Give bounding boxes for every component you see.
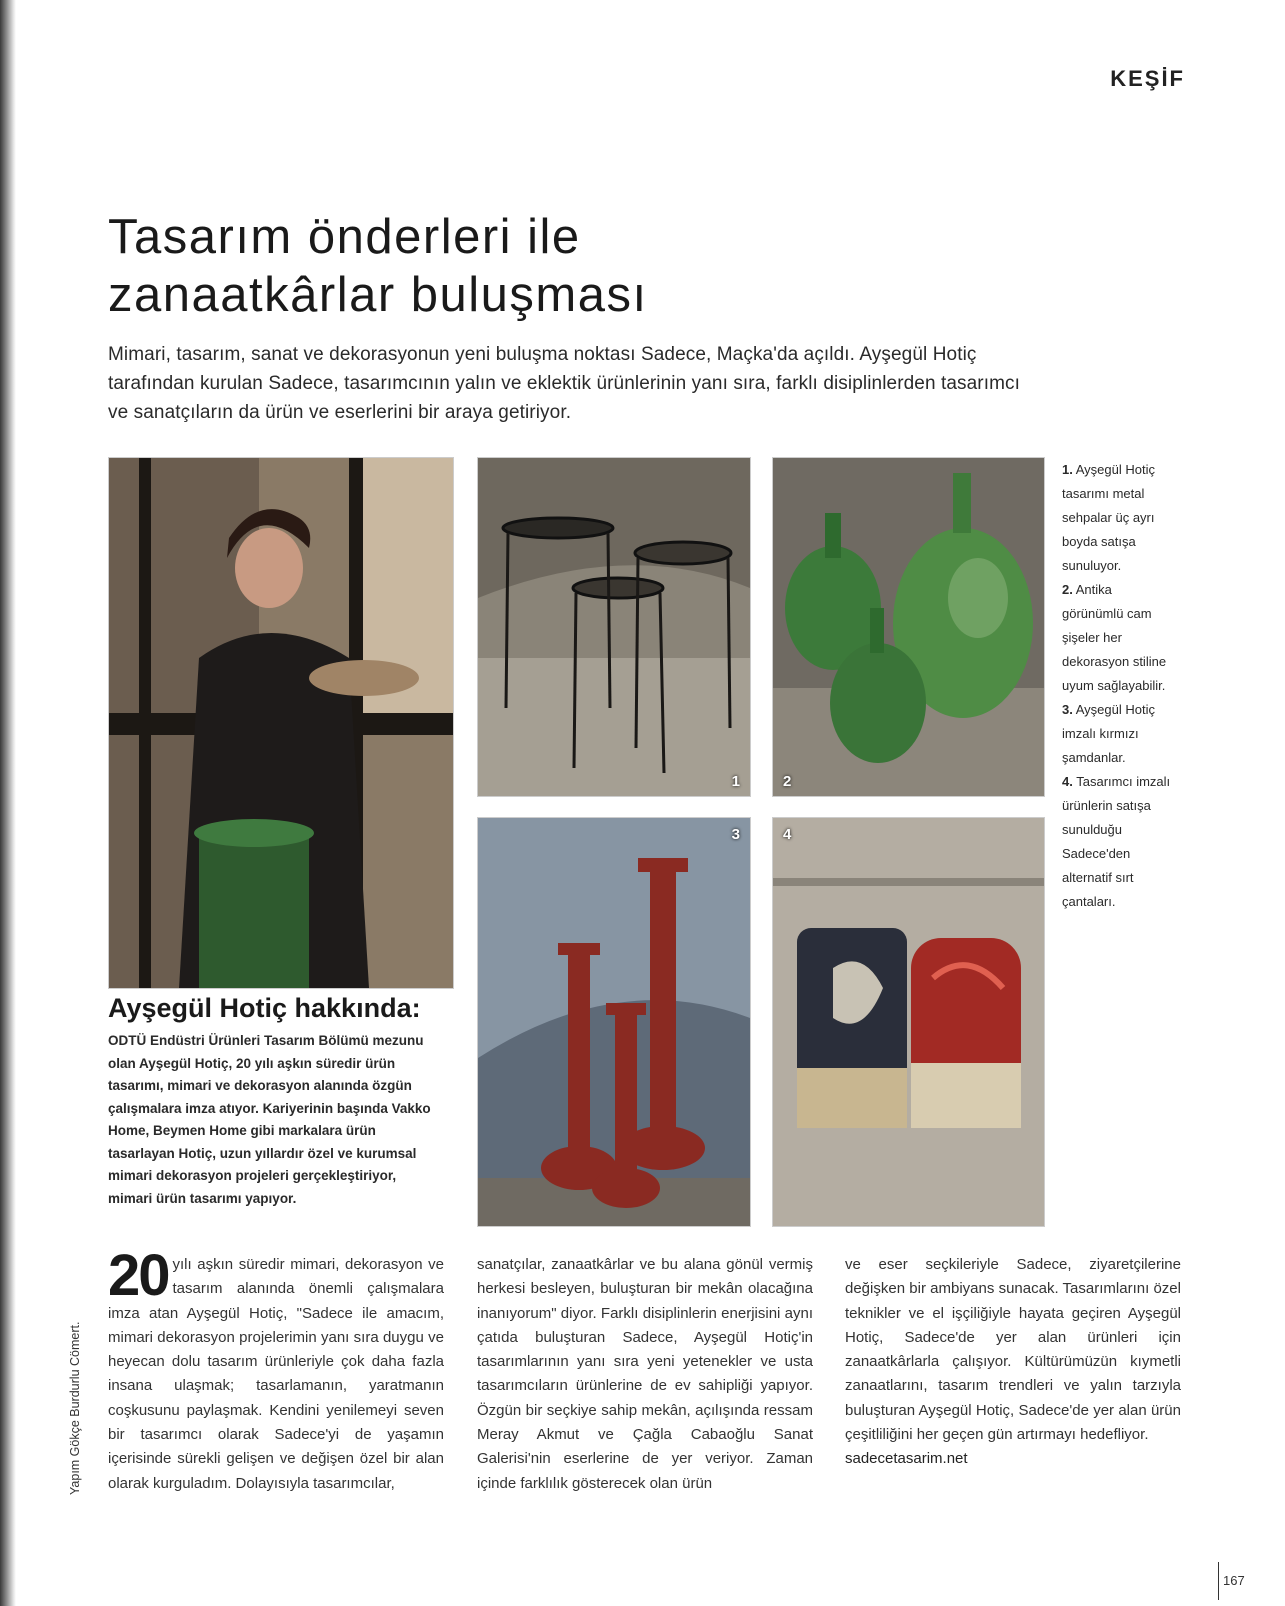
drop-cap: 20 [108, 1243, 169, 1308]
lead-paragraph: Mimari, tasarım, sanat ve dekorasyonun yeni buluşma noktası Sadece, Maçka'da açıldı. Ayşegül Hotiç tarafından kurulan Sadece, tasarımcının yalın ve eklektik ürünlerinin yanı sıra, farklı disiplinlerden tasarımcı ve sanatçıların da ürün ve eserlerini bir araya getiriyor. [108, 344, 1021, 423]
photo-green-bottles [772, 457, 1045, 797]
photo-red-candlesticks [477, 817, 751, 1227]
body-column-1: 20 yılı aşkın süredir mimari, dekorasyon ve tasarım alanında önemli çalışmalara imza atan Ayşegül Hotiç, "Sadece ile amacım, mimari dekorasyon projelerimin yanı sıra duygu ve heyecan dolu tasarım ürünleriyle çok daha fazla insana ulaşmak; tasarlamanın, yaratmanın coşkusunu paylaşmak. Kendini yenilemeyi seven bir tasarımcı olarak Sadece'yi de yaşamın içerisinde sürekli gelişen ve değişen özel bir alan olarak kurguladım. Dolayısıyla tasarımcılar, [108, 1243, 444, 1492]
photo-metal-tables [477, 457, 751, 797]
photo-number-2: 2 [783, 773, 792, 790]
title-line-1: Tasarım önderleri ile [108, 210, 581, 264]
title-line-2: zanaatkârlar buluşması [108, 268, 648, 322]
about-heading: Ayşegül Hotiç hakkında: [108, 993, 421, 1023]
photo-number-1: 1 [731, 773, 740, 790]
photo-captions [1062, 458, 1172, 914]
body-column-3: ve eser seçkileriyle Sadece, ziyaretçilerine değişken bir ambiyans sunacak. Tasarımlarını özel teknikler ve el işçiliğiyle hayata geçiren Ayşegül Hotiç, Sadece'de yer alan ürünleri için zanaatkârlarla çalışıyor. Kültürümüzün kıymetli zanaatlarını, tasarım trendleri ve yalın tarzıyla buluşturan Ayşegül Hotiç, Sadece'de yer alan ürün çeşitliliğini her geçen gün artırmayı hedefliyor. sadecetasarim.net [845, 1253, 1181, 1472]
caption-4: 4. Tasarımcı imzalı ürünlerin satışa sunulduğu Sadece'den alternatif sırt çantaları. [1062, 774, 1171, 909]
page-title [108, 208, 1008, 324]
portrait-photo [108, 457, 454, 989]
photo-number-4: 4 [783, 826, 792, 843]
photo-credit: Yapım Gökçe Burdurlu Cömert. [68, 1321, 82, 1495]
caption-3: 3. Ayşegül Hotiç imzalı kırmızı şamdanlar. [1062, 702, 1155, 765]
caption-1: 1. Ayşegül Hotiç tasarımı metal sehpalar üç ayrı boyda satışa sunuluyor. [1062, 462, 1155, 573]
page-number: 167 [1218, 1562, 1245, 1600]
body-column-2: sanatçılar, zanaatkârlar ve bu alana gönül vermiş herkesi besleyen, buluşturan bir mekân olacağına inanıyorum" diyor. Farklı disiplinlerin enerjisini aynı çatıda buluşturan Sadece, Ayşegül Hotiç'in tasarımlarının yanı sıra yeni yetenekler ve usta tasarımcıların ürünlerine de ev sahipliği yapıyor. Özgün bir seçkiye sahip mekân, açılışında ressam Meray Akmut ve Çağla Cabaoğlu Sanat Galerisi'nin eserlerine de yer veriyor. Zaman içinde farklılık gösterecek olan ürün [477, 1256, 813, 1492]
caption-2: 2. Antika görünümlü cam şişeler her dekorasyon stiline uyum sağlayabilir. [1062, 582, 1167, 693]
page-gutter-shadow [0, 0, 16, 1606]
section-label: KEŞİF [1110, 66, 1185, 91]
website-link[interactable]: sadecetasarim.net [845, 1450, 968, 1468]
photo-backpacks [772, 817, 1045, 1227]
photo-number-3: 3 [731, 826, 740, 843]
about-body: ODTÜ Endüstri Ürünleri Tasarım Bölümü mezunu olan Ayşegül Hotiç, 20 yılı aşkın süredir ürün tasarımı, mimari ve dekorasyon alanında özgün çalışmalara imza atıyor. Kariyerinin başında Vakko Home, Beymen Home gibi markalara ürün tasarlayan Hotiç, uzun yıllardır özel ve kurumsal mimari dekorasyon projeleri gerçekleştiriyor, mimari ürün tasarımı yapıyor. [108, 1033, 431, 1206]
about-box [108, 993, 438, 1210]
